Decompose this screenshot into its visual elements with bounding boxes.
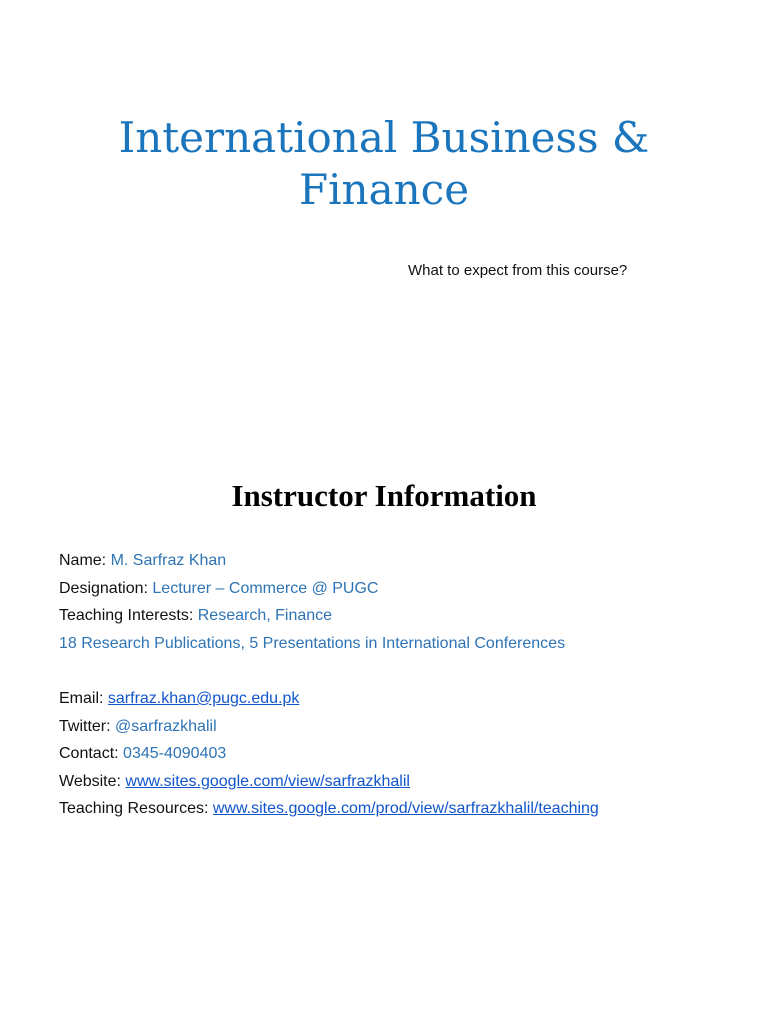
instructor-information-heading: Instructor Information [231,478,537,513]
title-line-1: International Business & [118,113,650,162]
designation-row [59,575,599,603]
website-row [59,768,599,796]
designation-label: Designation: [59,579,148,597]
email-row [59,685,599,713]
title-line-2: Finance [298,165,470,214]
website-link[interactable]: www.sites.google.com/view/sarfrazkhalil [125,772,410,790]
teaching-interests-value: Research, Finance [197,607,333,625]
twitter-handle: @sarfrazkhalil [115,717,217,735]
publications-text: 18 Research Publications, 5 Presentations in International Conferences [59,634,566,652]
twitter-label: Twitter: [59,717,111,735]
teaching-resources-label: Teaching Resources: [59,800,209,818]
document-subtitle: What to expect from this course? [408,262,628,279]
email-label: Email: [59,689,104,707]
contact-row [59,740,599,768]
teaching-resources-link[interactable]: www.sites.google.com/prod/view/sarfrazkhalil/teaching [212,800,599,818]
email-link[interactable]: sarfraz.khan@pugc.edu.pk [107,689,300,707]
teaching-interests-row [59,602,599,630]
name-row [59,547,599,575]
spacer [59,657,599,685]
teaching-interests-label: Teaching Interests: [59,607,194,625]
contact-phone: 0345-4090403 [123,745,227,763]
name-label: Name: [59,552,107,569]
instructor-info-block [59,547,599,823]
document-title [0,112,768,216]
designation-value: Lecturer – Commerce @ PUGC [152,579,379,597]
contact-label: Contact: [59,745,119,763]
teaching-resources-row [59,795,599,823]
website-label: Website: [59,772,121,790]
name-value: M. Sarfraz Khan [110,552,227,569]
publications-row [59,630,599,658]
twitter-row [59,713,599,741]
